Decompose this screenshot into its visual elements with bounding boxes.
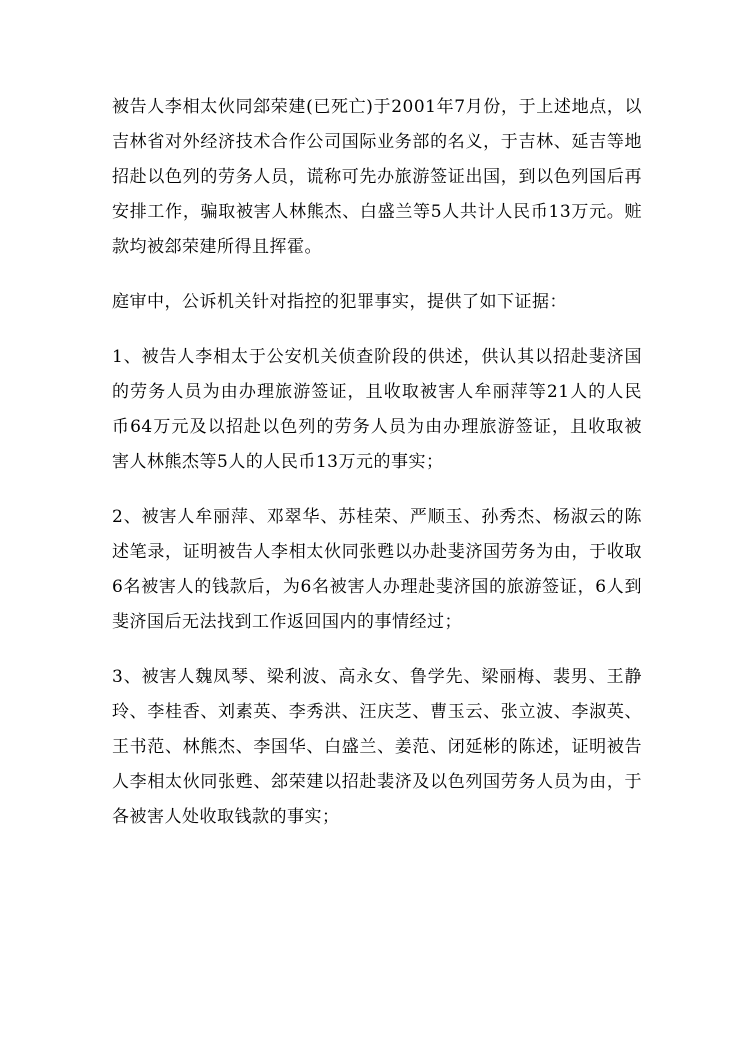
- document-body: [112, 90, 642, 835]
- paragraph-fraud-facts: 被告人李相太伙同郐荣建(已死亡)于2001年7月份，于上述地点，以吉林省对外经济技术合作公司国际业务部的名义，于吉林、延吉等地招赴以色列的劳务人员，谎称可先办旅游签证出国，到以色列国后再安排工作，骗取被害人林熊杰、白盛兰等5人共计人民币13万元。赃款均被郐荣建所得且挥霍。: [112, 97, 642, 257]
- paragraph-evidence-1: 1、被告人李相太于公安机关侦查阶段的供述，供认其以招赴斐济国的劳务人员为由办理旅游签证，且收取被害人牟丽萍等21人的人民币64万元及以招赴以色列的劳务人员为由办理旅游签证，且收取被害人林熊杰等5人的人民币13万元的事实；: [112, 347, 642, 472]
- paragraph-evidence-2: 2、被害人牟丽萍、邓翠华、苏桂荣、严顺玉、孙秀杰、杨淑云的陈述笔录，证明被告人李相太伙同张甦以办赴斐济国劳务为由，于收取6名被害人的钱款后，为6名被害人办理赴斐济国的旅游签证，6人到斐济国后无法找到工作返回国内的事情经过；: [112, 507, 642, 632]
- paragraph-evidence-intro: 庭审中，公诉机关针对指控的犯罪事实，提供了如下证据：: [112, 292, 567, 312]
- paragraph-evidence-3: 3、被害人魏凤琴、梁利波、高永女、鲁学先、梁丽梅、裴男、王静玲、李桂香、刘素英、李秀洪、汪庆芝、曹玉云、张立波、李淑英、王书范、林熊杰、李国华、白盛兰、姜范、闭延彬的陈述，证明被告人李相太伙同张甦、郐荣建以招赴裴济及以色列国劳务人员为由，于各被害人处收取钱款的事实；: [112, 667, 642, 827]
